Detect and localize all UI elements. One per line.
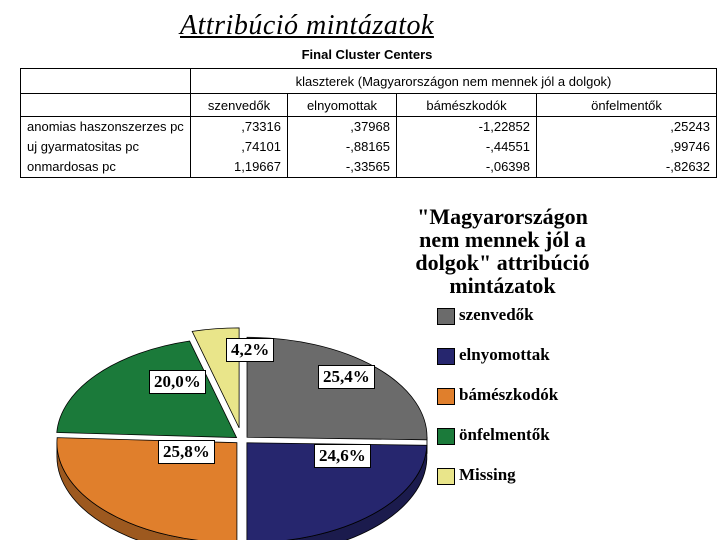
- table-cell: -,44551: [397, 137, 537, 157]
- table-cell: -,06398: [397, 157, 537, 178]
- legend-label: Missing: [459, 465, 516, 484]
- legend-label: önfelmentők: [459, 425, 550, 444]
- table-row-label: anomias haszonszerzes pc: [21, 117, 191, 138]
- table-column-header: bámészkodók: [397, 94, 537, 117]
- table-column-header: önfelmentők: [537, 94, 717, 117]
- table-row-label: onmardosas pc: [21, 157, 191, 178]
- legend-swatch: [437, 388, 455, 405]
- slice-value-label: 24,6%: [314, 444, 371, 468]
- table-cell: ,74101: [191, 137, 288, 157]
- table-cell: ,73316: [191, 117, 288, 138]
- table-cell: -,82632: [537, 157, 717, 178]
- legend-swatch: [437, 428, 455, 445]
- legend-label: elnyomottak: [459, 345, 550, 364]
- slice-value-label: 25,8%: [158, 440, 215, 464]
- table-cell: -,33565: [288, 157, 397, 178]
- legend-swatch: [437, 468, 455, 485]
- table-cell: 1,19667: [191, 157, 288, 178]
- table-cell: ,37968: [288, 117, 397, 138]
- chart-title: "Magyarországon nem mennek jól a dolgok" attribúció mintázatok: [415, 204, 590, 298]
- table-column-header: szenvedők: [191, 94, 288, 117]
- table-cell: ,99746: [537, 137, 717, 157]
- page-title: Attribúció mintázatok: [180, 10, 434, 41]
- table-cell: -,88165: [288, 137, 397, 157]
- legend-label: bámészkodók: [459, 385, 559, 404]
- table-caption: Final Cluster Centers: [301, 47, 433, 62]
- slice-value-label: 20,0%: [149, 370, 206, 394]
- slice-value-label: 4,2%: [226, 338, 274, 362]
- legend-swatch: [437, 348, 455, 365]
- table-cell: ,25243: [537, 117, 717, 138]
- table-cell: -1,22852: [397, 117, 537, 138]
- table-column-header: elnyomottak: [288, 94, 397, 117]
- legend-label: szenvedők: [459, 305, 534, 324]
- slice-value-label: 25,4%: [318, 365, 375, 389]
- table-group-header: klaszterek (Magyarországon nem mennek jól a dolgok): [191, 69, 717, 94]
- table-row-label: uj gyarmatositas pc: [21, 137, 191, 157]
- legend-swatch: [437, 308, 455, 325]
